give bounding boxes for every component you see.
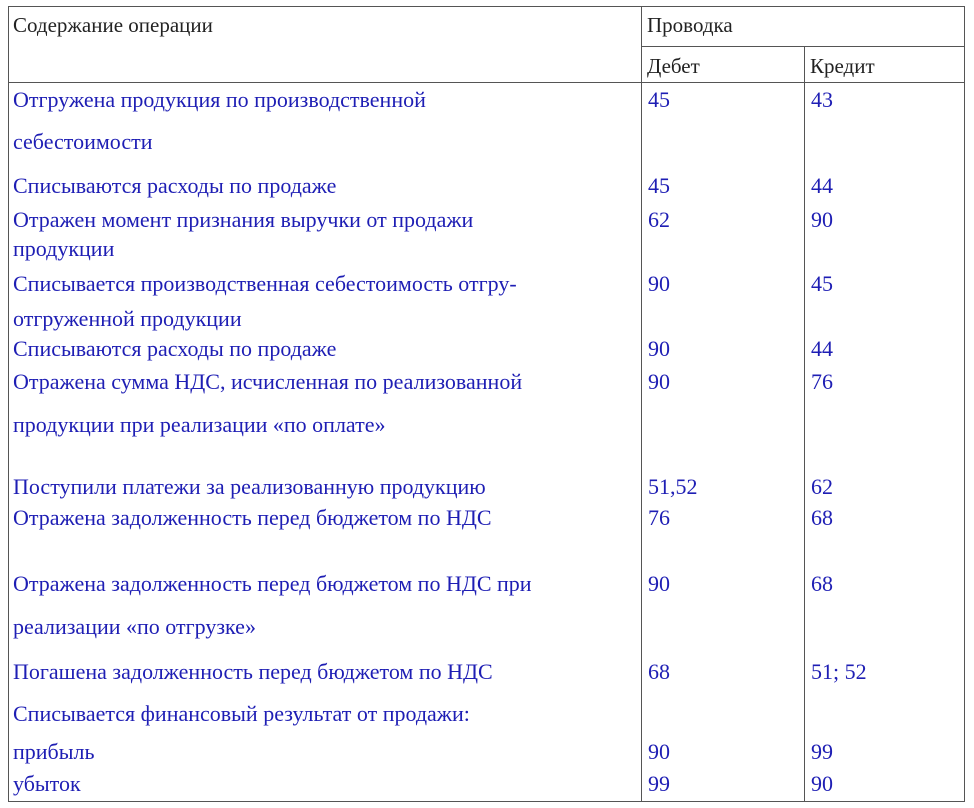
row-description: Погашена задолженность перед бюджетом по НДС (13, 659, 493, 684)
row-debit: 68 (648, 659, 670, 684)
header-entry: Проводка (647, 13, 733, 37)
row-credit: 99 (811, 739, 833, 764)
row-credit: 44 (811, 336, 833, 361)
row-description: Поступили платежи за реализованную продукцию (13, 474, 486, 499)
row-description: Списываются расходы по продаже (13, 173, 337, 198)
row-description: отгруженной продукции (13, 306, 242, 331)
row-description: Отгружена продукция по производственной (13, 87, 426, 112)
row-debit: 90 (648, 369, 670, 394)
row-debit: 76 (648, 505, 670, 530)
row-debit: 45 (648, 87, 670, 112)
row-description: Отражена задолженность перед бюджетом по НДС (13, 505, 492, 530)
row-description: убыток (13, 771, 81, 796)
row-debit: 90 (648, 571, 670, 596)
row-description: Списывается финансовый результат от продажи: (13, 701, 470, 726)
header-operation: Содержание операции (13, 13, 213, 37)
row-credit: 76 (811, 369, 833, 394)
row-description: продукции при реализации «по оплате» (13, 412, 386, 437)
row-description: прибыль (13, 739, 95, 764)
column-divider-debit-credit (804, 46, 805, 802)
row-description: Отражена задолженность перед бюджетом по НДС при (13, 571, 532, 596)
row-description: продукции (13, 236, 115, 261)
row-debit: 62 (648, 207, 670, 232)
row-debit: 90 (648, 271, 670, 296)
row-description: Списываются расходы по продаже (13, 336, 337, 361)
row-description: себестоимости (13, 129, 153, 154)
row-debit: 51,52 (648, 474, 698, 499)
row-credit: 68 (811, 571, 833, 596)
row-credit: 90 (811, 771, 833, 796)
row-debit: 90 (648, 336, 670, 361)
row-credit: 45 (811, 271, 833, 296)
row-debit: 45 (648, 173, 670, 198)
row-description: реализации «по отгрузке» (13, 614, 256, 639)
row-debit: 90 (648, 739, 670, 764)
row-description: Отражена сумма НДС, исчисленная по реализованной (13, 369, 523, 394)
row-credit: 44 (811, 173, 833, 198)
header-divider-main (8, 82, 965, 83)
row-credit: 90 (811, 207, 833, 232)
row-credit: 62 (811, 474, 833, 499)
row-description: Отражен момент признания выручки от продажи (13, 207, 474, 232)
header-divider-entry (641, 46, 965, 47)
row-credit: 68 (811, 505, 833, 530)
row-credit: 43 (811, 87, 833, 112)
row-description: Списывается производственная себестоимость отгру- (13, 271, 517, 296)
column-divider-operation (641, 6, 642, 802)
header-credit: Кредит (810, 54, 875, 78)
row-debit: 99 (648, 771, 670, 796)
row-credit: 51; 52 (811, 659, 867, 684)
header-debit: Дебет (647, 54, 700, 78)
